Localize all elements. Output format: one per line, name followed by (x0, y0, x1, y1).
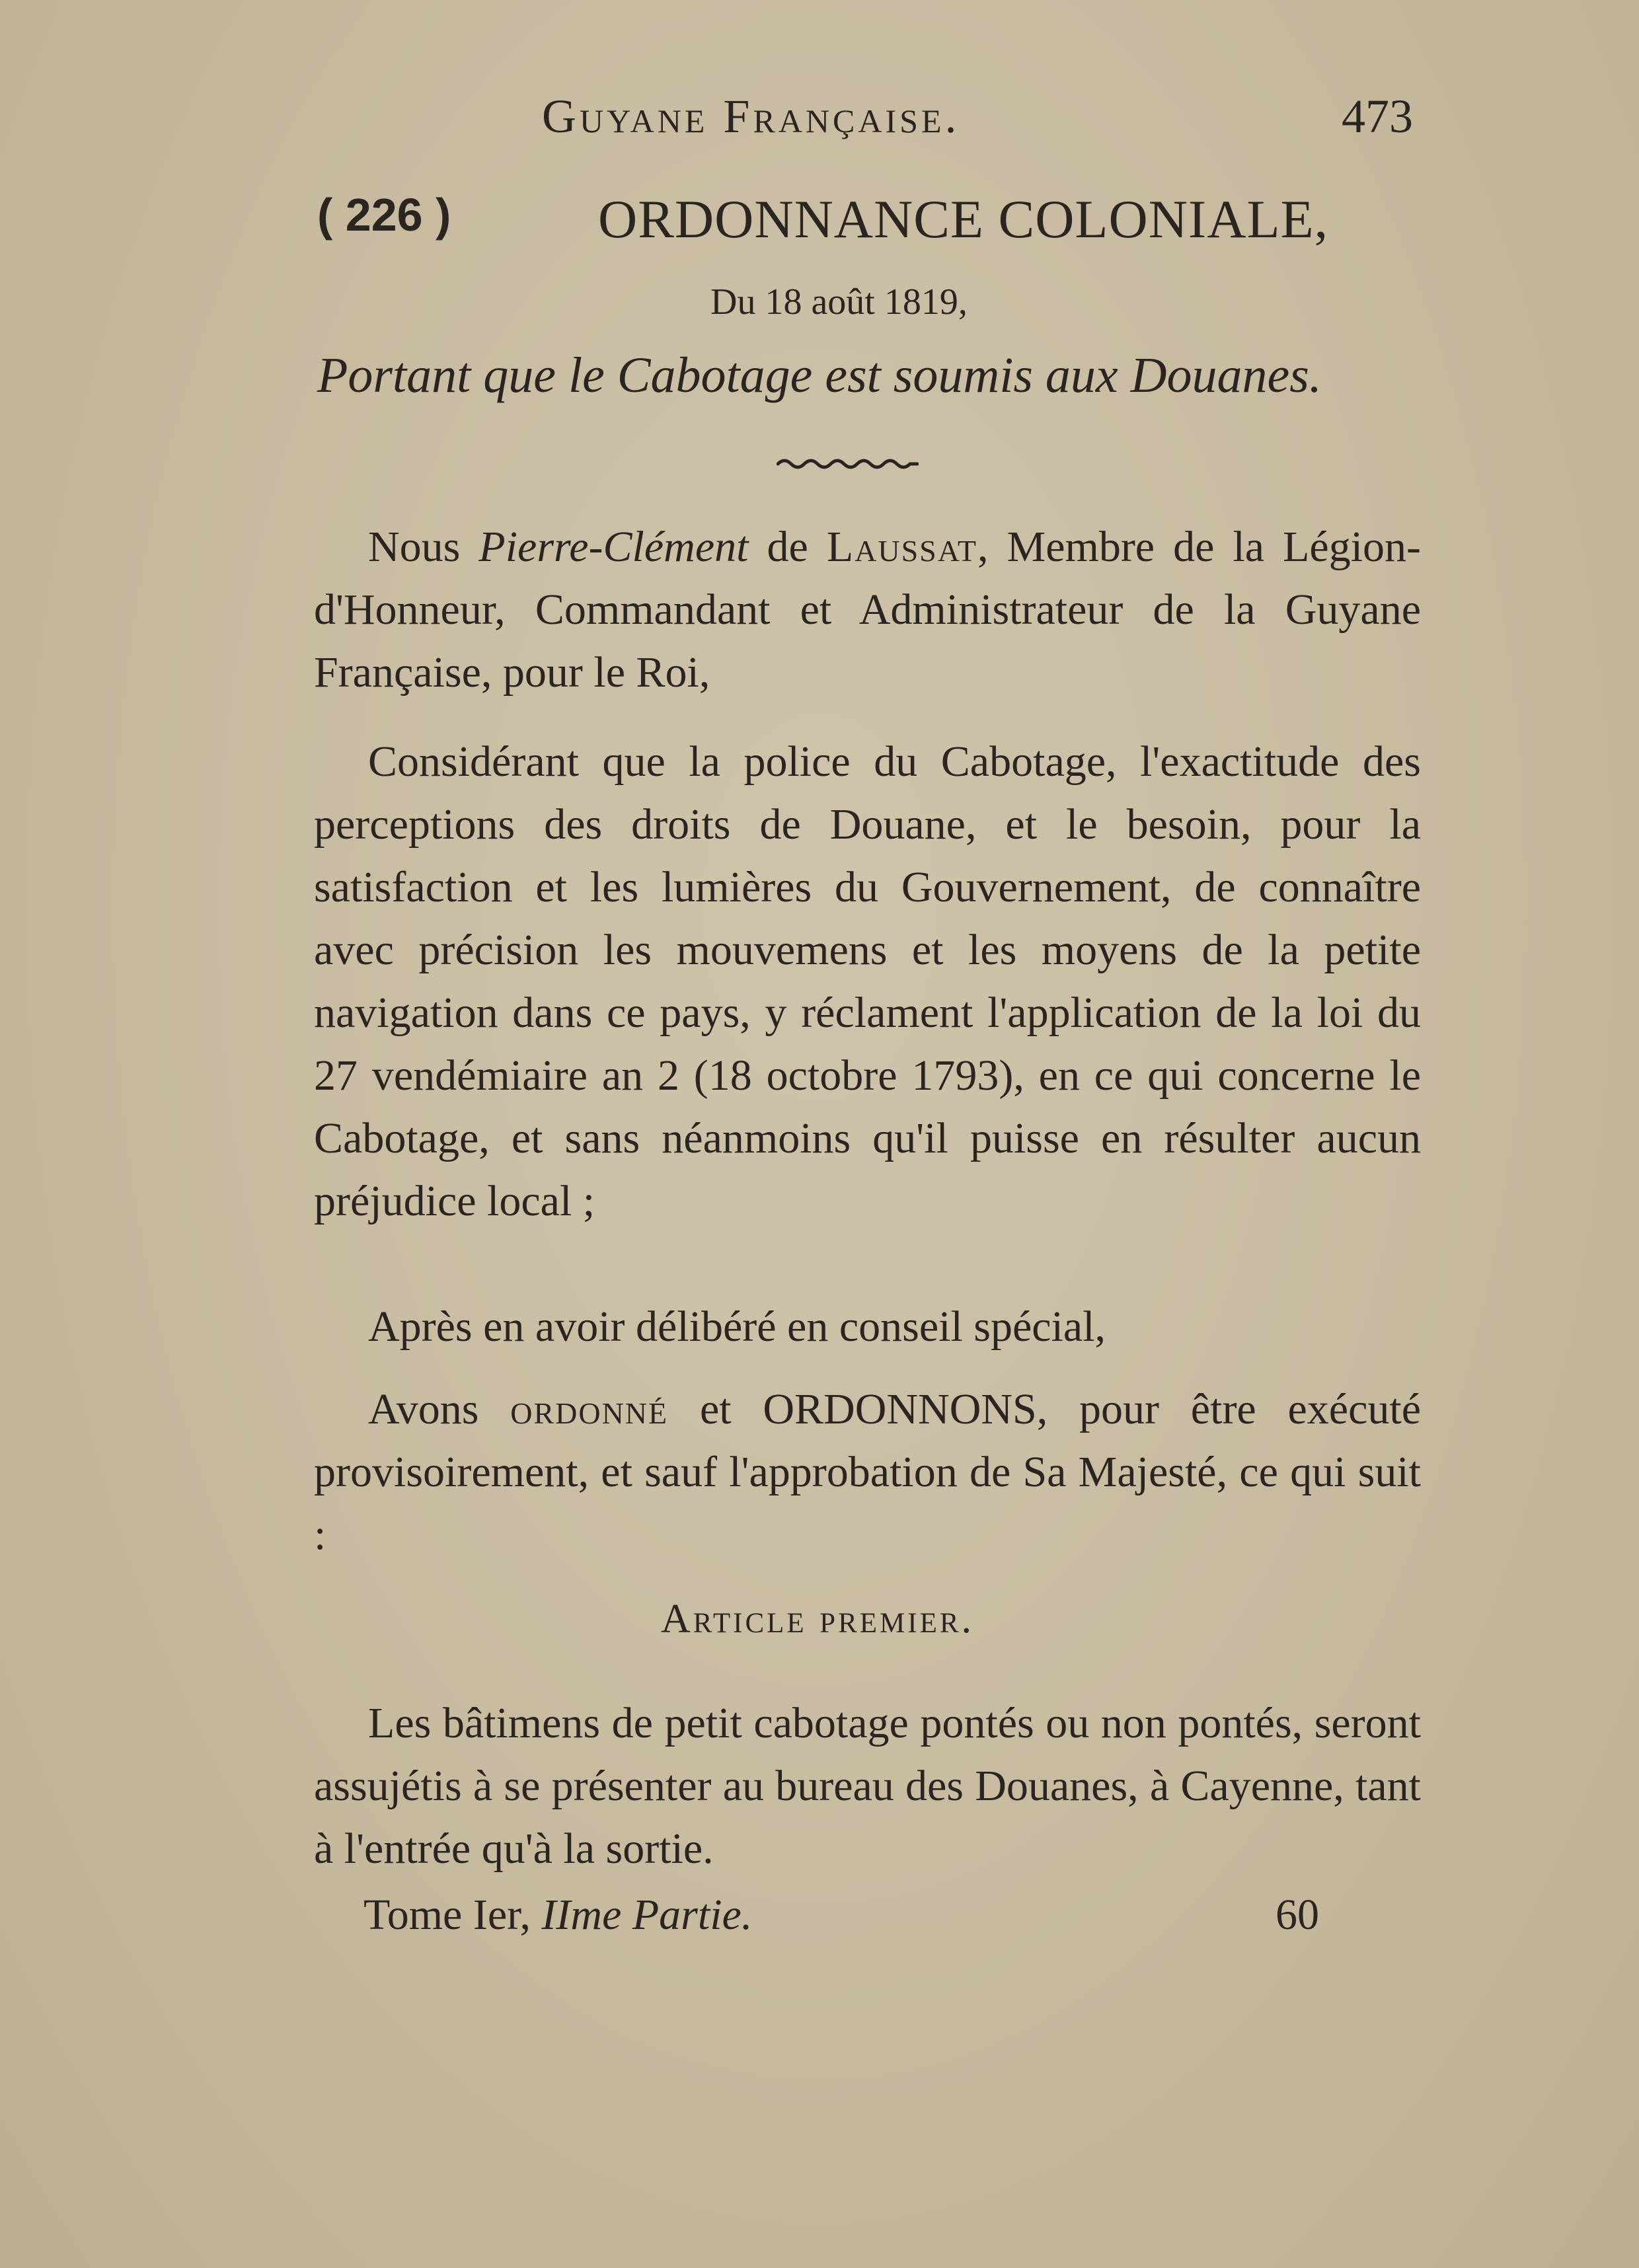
paragraph-avons (314, 1378, 1421, 1566)
text-nous: Nous (368, 523, 461, 571)
text-ordonnons: ORDONNONS (763, 1385, 1037, 1433)
text-et: et (699, 1385, 732, 1433)
name-laussat: Laussat (826, 523, 977, 571)
text-ordonne: ordonné (510, 1385, 669, 1433)
text-de: de (767, 523, 808, 571)
document-title: ORDONNANCE COLONIALE, (598, 189, 1329, 249)
document-number: ( 226 ) (317, 189, 451, 241)
ornament-divider (777, 456, 919, 472)
article-heading: Article premier. (661, 1597, 975, 1642)
document-subtitle: Portant que le Cabotage est soumis aux Douanes. (317, 348, 1322, 403)
paragraph-considerant: Considérant que la police du Cabotage, l'exactitude des perceptions des droits de Douane, et le besoin, pour la satisfaction et les lumières du Gouvernement, de connaître avec précision les mouvemens et les moyens de la petite navigation dans ce pays, y réclament l'application de la loi du 27 vendémiaire an 2 (18 octobre 1793), en ce qui concerne le Cabotage, et sans néanmoins qu'il puisse en résulter aucun préjudice local ; (314, 737, 1421, 1225)
name-pierre-clement: Pierre-Clément (478, 523, 749, 571)
running-head: Guyane Française. (542, 90, 960, 143)
text-avons: Avons (368, 1385, 479, 1433)
signature-part: IIme Partie. (541, 1891, 753, 1939)
text-titles: , Membre de la Légion-d'Honneur, Commandant et Administrateur de la Guyane Française, pour le Roi, (314, 523, 1422, 697)
paragraph-apres: Après en avoir délibéré en conseil spécial, (368, 1303, 1106, 1351)
document-date: Du 18 août 1819, (710, 282, 968, 322)
paragraph-preamble (314, 515, 1421, 704)
signature-number: 60 (1276, 1891, 1319, 1939)
page-number: 473 (1342, 90, 1413, 143)
paragraph-article-1: Les bâtimens de petit cabotage pontés ou non pontés, seront assujétis à se présenter au bureau des Douanes, à Cayenne, tant à l'entrée qu'à la sortie. (314, 1699, 1421, 1873)
signature-mark (363, 1890, 752, 1940)
text-execute: , pour être exécuté provisoirement, et sauf l'approbation de Sa Majesté, ce qui suit : (314, 1385, 1422, 1559)
signature-tome: Tome Ier, (363, 1891, 542, 1939)
